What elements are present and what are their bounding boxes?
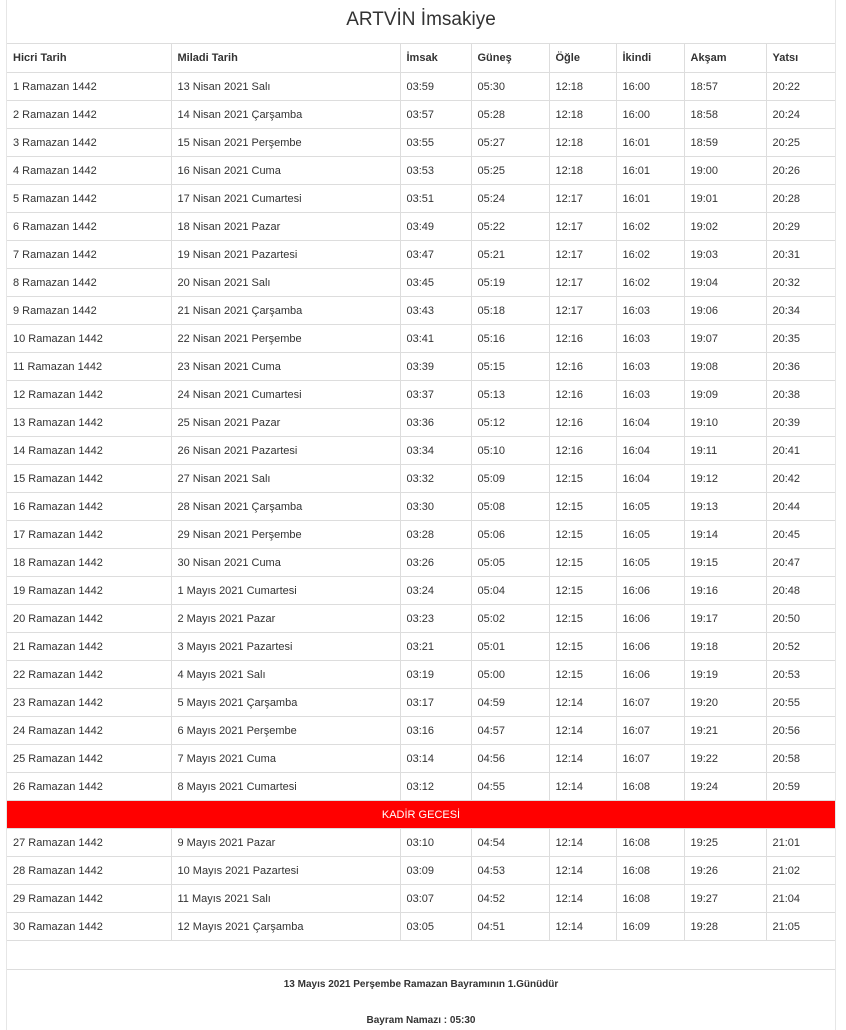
cell-ogle: 12:14 — [549, 689, 616, 717]
header-yatsi: Yatsı — [766, 44, 835, 73]
cell-miladi-tarih: 12 Mayıs 2021 Çarşamba — [171, 913, 400, 941]
cell-imsak: 03:07 — [400, 885, 471, 913]
table-row — [7, 577, 835, 605]
cell-aksam: 19:12 — [684, 465, 766, 493]
cell-ikindi: 16:03 — [616, 325, 684, 353]
cell-hicri-tarih: 28 Ramazan 1442 — [7, 857, 171, 885]
cell-miladi-tarih: 22 Nisan 2021 Perşembe — [171, 325, 400, 353]
cell-aksam: 19:25 — [684, 829, 766, 857]
cell-yatsi: 20:42 — [766, 465, 835, 493]
cell-imsak: 03:43 — [400, 297, 471, 325]
cell-gunes: 05:28 — [471, 101, 549, 129]
cell-ogle: 12:14 — [549, 717, 616, 745]
footer — [7, 970, 835, 1026]
cell-hicri-tarih: 7 Ramazan 1442 — [7, 241, 171, 269]
table-row — [7, 717, 835, 745]
cell-ikindi: 16:02 — [616, 241, 684, 269]
cell-gunes: 05:08 — [471, 493, 549, 521]
cell-yatsi: 20:25 — [766, 129, 835, 157]
cell-hicri-tarih: 24 Ramazan 1442 — [7, 717, 171, 745]
table-row — [7, 157, 835, 185]
cell-gunes: 05:19 — [471, 269, 549, 297]
cell-yatsi: 20:34 — [766, 297, 835, 325]
cell-aksam: 18:59 — [684, 129, 766, 157]
cell-miladi-tarih: 5 Mayıs 2021 Çarşamba — [171, 689, 400, 717]
cell-miladi-tarih: 20 Nisan 2021 Salı — [171, 269, 400, 297]
cell-aksam: 19:11 — [684, 437, 766, 465]
table-row — [7, 549, 835, 577]
cell-gunes: 05:09 — [471, 465, 549, 493]
cell-ogle: 12:16 — [549, 353, 616, 381]
cell-ogle: 12:15 — [549, 549, 616, 577]
cell-ogle: 12:17 — [549, 213, 616, 241]
cell-hicri-tarih: 25 Ramazan 1442 — [7, 745, 171, 773]
cell-aksam: 19:21 — [684, 717, 766, 745]
cell-yatsi: 21:01 — [766, 829, 835, 857]
cell-yatsi: 20:35 — [766, 325, 835, 353]
cell-imsak: 03:51 — [400, 185, 471, 213]
table-row — [7, 465, 835, 493]
cell-ikindi: 16:07 — [616, 745, 684, 773]
cell-yatsi: 20:44 — [766, 493, 835, 521]
cell-imsak: 03:59 — [400, 73, 471, 101]
table-row — [7, 493, 835, 521]
cell-ogle: 12:17 — [549, 185, 616, 213]
cell-gunes: 05:22 — [471, 213, 549, 241]
cell-imsak: 03:21 — [400, 633, 471, 661]
cell-imsak: 03:12 — [400, 773, 471, 801]
cell-miladi-tarih: 14 Nisan 2021 Çarşamba — [171, 101, 400, 129]
cell-aksam: 19:19 — [684, 661, 766, 689]
cell-imsak: 03:19 — [400, 661, 471, 689]
cell-miladi-tarih: 7 Mayıs 2021 Cuma — [171, 745, 400, 773]
table-row — [7, 297, 835, 325]
cell-miladi-tarih: 21 Nisan 2021 Çarşamba — [171, 297, 400, 325]
cell-ikindi: 16:08 — [616, 773, 684, 801]
cell-ogle: 12:15 — [549, 661, 616, 689]
cell-miladi-tarih: 30 Nisan 2021 Cuma — [171, 549, 400, 577]
cell-hicri-tarih: 4 Ramazan 1442 — [7, 157, 171, 185]
cell-ikindi: 16:03 — [616, 297, 684, 325]
cell-yatsi: 20:55 — [766, 689, 835, 717]
header-miladi-tarih: Miladi Tarih — [171, 44, 400, 73]
table-row — [7, 521, 835, 549]
cell-yatsi: 20:45 — [766, 521, 835, 549]
cell-hicri-tarih: 11 Ramazan 1442 — [7, 353, 171, 381]
cell-aksam: 19:00 — [684, 157, 766, 185]
cell-aksam: 19:16 — [684, 577, 766, 605]
cell-miladi-tarih: 6 Mayıs 2021 Perşembe — [171, 717, 400, 745]
cell-aksam: 19:20 — [684, 689, 766, 717]
kadir-gecesi-row — [7, 801, 835, 829]
cell-ogle: 12:14 — [549, 773, 616, 801]
cell-yatsi: 20:59 — [766, 773, 835, 801]
cell-aksam: 19:15 — [684, 549, 766, 577]
cell-ogle: 12:16 — [549, 381, 616, 409]
table-row — [7, 325, 835, 353]
cell-aksam: 18:58 — [684, 101, 766, 129]
cell-ikindi: 16:08 — [616, 885, 684, 913]
cell-aksam: 19:13 — [684, 493, 766, 521]
cell-hicri-tarih: 27 Ramazan 1442 — [7, 829, 171, 857]
cell-aksam: 18:57 — [684, 73, 766, 101]
cell-ikindi: 16:01 — [616, 157, 684, 185]
cell-aksam: 19:09 — [684, 381, 766, 409]
table-row — [7, 773, 835, 801]
cell-ikindi: 16:03 — [616, 353, 684, 381]
cell-miladi-tarih: 23 Nisan 2021 Cuma — [171, 353, 400, 381]
table-row — [7, 885, 835, 913]
cell-gunes: 05:25 — [471, 157, 549, 185]
cell-yatsi: 20:41 — [766, 437, 835, 465]
table-row — [7, 661, 835, 689]
header-gunes: Güneş — [471, 44, 549, 73]
cell-ogle: 12:18 — [549, 157, 616, 185]
cell-hicri-tarih: 6 Ramazan 1442 — [7, 213, 171, 241]
cell-hicri-tarih: 23 Ramazan 1442 — [7, 689, 171, 717]
cell-gunes: 05:13 — [471, 381, 549, 409]
cell-gunes: 05:05 — [471, 549, 549, 577]
cell-yatsi: 20:26 — [766, 157, 835, 185]
header-aksam: Akşam — [684, 44, 766, 73]
cell-hicri-tarih: 17 Ramazan 1442 — [7, 521, 171, 549]
cell-ikindi: 16:07 — [616, 689, 684, 717]
table-row — [7, 353, 835, 381]
cell-yatsi: 20:58 — [766, 745, 835, 773]
header-hicri-tarih: Hicri Tarih — [7, 44, 171, 73]
cell-aksam: 19:22 — [684, 745, 766, 773]
cell-miladi-tarih: 17 Nisan 2021 Cumartesi — [171, 185, 400, 213]
imsakiye-panel — [6, 0, 836, 1030]
cell-gunes: 04:59 — [471, 689, 549, 717]
table-row — [7, 73, 835, 101]
cell-ikindi: 16:03 — [616, 381, 684, 409]
cell-yatsi: 20:52 — [766, 633, 835, 661]
cell-hicri-tarih: 13 Ramazan 1442 — [7, 409, 171, 437]
table-row — [7, 409, 835, 437]
cell-ogle: 12:17 — [549, 297, 616, 325]
cell-aksam: 19:06 — [684, 297, 766, 325]
cell-hicri-tarih: 1 Ramazan 1442 — [7, 73, 171, 101]
table-row — [7, 829, 835, 857]
cell-miladi-tarih: 1 Mayıs 2021 Cumartesi — [171, 577, 400, 605]
table-row — [7, 605, 835, 633]
cell-imsak: 03:45 — [400, 269, 471, 297]
cell-imsak: 03:09 — [400, 857, 471, 885]
cell-hicri-tarih: 15 Ramazan 1442 — [7, 465, 171, 493]
cell-ogle: 12:15 — [549, 493, 616, 521]
cell-imsak: 03:17 — [400, 689, 471, 717]
cell-ikindi: 16:06 — [616, 605, 684, 633]
cell-gunes: 04:57 — [471, 717, 549, 745]
cell-gunes: 05:27 — [471, 129, 549, 157]
cell-yatsi: 21:05 — [766, 913, 835, 941]
cell-yatsi: 20:28 — [766, 185, 835, 213]
cell-yatsi: 20:48 — [766, 577, 835, 605]
cell-imsak: 03:26 — [400, 549, 471, 577]
cell-miladi-tarih: 4 Mayıs 2021 Salı — [171, 661, 400, 689]
cell-aksam: 19:04 — [684, 269, 766, 297]
cell-gunes: 04:51 — [471, 913, 549, 941]
cell-yatsi: 20:29 — [766, 213, 835, 241]
cell-hicri-tarih: 14 Ramazan 1442 — [7, 437, 171, 465]
cell-ikindi: 16:00 — [616, 101, 684, 129]
table-row — [7, 633, 835, 661]
cell-imsak: 03:47 — [400, 241, 471, 269]
cell-hicri-tarih: 18 Ramazan 1442 — [7, 549, 171, 577]
cell-imsak: 03:57 — [400, 101, 471, 129]
cell-ogle: 12:14 — [549, 829, 616, 857]
cell-gunes: 05:21 — [471, 241, 549, 269]
cell-hicri-tarih: 5 Ramazan 1442 — [7, 185, 171, 213]
cell-gunes: 05:30 — [471, 73, 549, 101]
cell-gunes: 04:56 — [471, 745, 549, 773]
cell-yatsi: 20:53 — [766, 661, 835, 689]
cell-gunes: 05:12 — [471, 409, 549, 437]
cell-miladi-tarih: 25 Nisan 2021 Pazar — [171, 409, 400, 437]
cell-ogle: 12:15 — [549, 633, 616, 661]
cell-hicri-tarih: 22 Ramazan 1442 — [7, 661, 171, 689]
header-ogle: Öğle — [549, 44, 616, 73]
cell-yatsi: 20:50 — [766, 605, 835, 633]
cell-yatsi: 20:38 — [766, 381, 835, 409]
cell-gunes: 04:54 — [471, 829, 549, 857]
cell-imsak: 03:16 — [400, 717, 471, 745]
cell-gunes: 05:01 — [471, 633, 549, 661]
cell-gunes: 05:18 — [471, 297, 549, 325]
cell-ikindi: 16:02 — [616, 213, 684, 241]
cell-ikindi: 16:07 — [616, 717, 684, 745]
cell-hicri-tarih: 12 Ramazan 1442 — [7, 381, 171, 409]
cell-miladi-tarih: 9 Mayıs 2021 Pazar — [171, 829, 400, 857]
header-imsak: İmsak — [400, 44, 471, 73]
cell-gunes: 04:55 — [471, 773, 549, 801]
cell-imsak: 03:41 — [400, 325, 471, 353]
table-row — [7, 437, 835, 465]
cell-ogle: 12:15 — [549, 465, 616, 493]
cell-gunes: 05:02 — [471, 605, 549, 633]
cell-aksam: 19:08 — [684, 353, 766, 381]
cell-miladi-tarih: 19 Nisan 2021 Pazartesi — [171, 241, 400, 269]
cell-ogle: 12:15 — [549, 605, 616, 633]
cell-miladi-tarih: 27 Nisan 2021 Salı — [171, 465, 400, 493]
cell-gunes: 04:53 — [471, 857, 549, 885]
cell-imsak: 03:34 — [400, 437, 471, 465]
table-row — [7, 913, 835, 941]
cell-miladi-tarih: 2 Mayıs 2021 Pazar — [171, 605, 400, 633]
cell-gunes: 04:52 — [471, 885, 549, 913]
cell-aksam: 19:28 — [684, 913, 766, 941]
cell-ikindi: 16:05 — [616, 521, 684, 549]
cell-miladi-tarih: 26 Nisan 2021 Pazartesi — [171, 437, 400, 465]
cell-ikindi: 16:09 — [616, 913, 684, 941]
cell-imsak: 03:28 — [400, 521, 471, 549]
cell-ogle: 12:15 — [549, 577, 616, 605]
cell-imsak: 03:05 — [400, 913, 471, 941]
cell-ogle: 12:18 — [549, 129, 616, 157]
table-row — [7, 101, 835, 129]
cell-hicri-tarih: 3 Ramazan 1442 — [7, 129, 171, 157]
cell-hicri-tarih: 9 Ramazan 1442 — [7, 297, 171, 325]
table-row — [7, 857, 835, 885]
cell-hicri-tarih: 29 Ramazan 1442 — [7, 885, 171, 913]
cell-yatsi: 21:04 — [766, 885, 835, 913]
cell-aksam: 19:18 — [684, 633, 766, 661]
cell-ogle: 12:18 — [549, 73, 616, 101]
cell-ikindi: 16:01 — [616, 185, 684, 213]
cell-hicri-tarih: 19 Ramazan 1442 — [7, 577, 171, 605]
cell-miladi-tarih: 13 Nisan 2021 Salı — [171, 73, 400, 101]
cell-miladi-tarih: 16 Nisan 2021 Cuma — [171, 157, 400, 185]
cell-aksam: 19:14 — [684, 521, 766, 549]
cell-imsak: 03:55 — [400, 129, 471, 157]
cell-ikindi: 16:00 — [616, 73, 684, 101]
cell-ikindi: 16:06 — [616, 577, 684, 605]
cell-miladi-tarih: 18 Nisan 2021 Pazar — [171, 213, 400, 241]
cell-ogle: 12:14 — [549, 913, 616, 941]
cell-yatsi: 20:24 — [766, 101, 835, 129]
table-row — [7, 185, 835, 213]
table-row — [7, 689, 835, 717]
cell-miladi-tarih: 15 Nisan 2021 Perşembe — [171, 129, 400, 157]
cell-miladi-tarih: 3 Mayıs 2021 Pazartesi — [171, 633, 400, 661]
cell-ogle: 12:16 — [549, 409, 616, 437]
cell-ikindi: 16:05 — [616, 549, 684, 577]
cell-aksam: 19:07 — [684, 325, 766, 353]
cell-ikindi: 16:01 — [616, 129, 684, 157]
cell-hicri-tarih: 21 Ramazan 1442 — [7, 633, 171, 661]
cell-imsak: 03:49 — [400, 213, 471, 241]
cell-hicri-tarih: 20 Ramazan 1442 — [7, 605, 171, 633]
cell-imsak: 03:10 — [400, 829, 471, 857]
cell-gunes: 05:04 — [471, 577, 549, 605]
cell-ogle: 12:16 — [549, 325, 616, 353]
cell-ikindi: 16:05 — [616, 493, 684, 521]
cell-hicri-tarih: 2 Ramazan 1442 — [7, 101, 171, 129]
cell-miladi-tarih: 28 Nisan 2021 Çarşamba — [171, 493, 400, 521]
cell-ikindi: 16:02 — [616, 269, 684, 297]
kadir-gecesi-label: KADİR GECESİ — [7, 801, 835, 829]
cell-gunes: 05:00 — [471, 661, 549, 689]
cell-yatsi: 20:36 — [766, 353, 835, 381]
bayram-namazi: Bayram Namazı : 05:30 — [366, 1015, 476, 1026]
page-title: ARTVİN İmsakiye — [7, 0, 835, 44]
cell-hicri-tarih: 16 Ramazan 1442 — [7, 493, 171, 521]
cell-hicri-tarih: 8 Ramazan 1442 — [7, 269, 171, 297]
cell-ikindi: 16:04 — [616, 437, 684, 465]
cell-aksam: 19:01 — [684, 185, 766, 213]
cell-aksam: 19:17 — [684, 605, 766, 633]
cell-yatsi: 20:22 — [766, 73, 835, 101]
cell-imsak: 03:32 — [400, 465, 471, 493]
cell-yatsi: 20:32 — [766, 269, 835, 297]
cell-ogle: 12:18 — [549, 101, 616, 129]
cell-imsak: 03:36 — [400, 409, 471, 437]
cell-ogle: 12:17 — [549, 269, 616, 297]
table-row — [7, 381, 835, 409]
cell-hicri-tarih: 26 Ramazan 1442 — [7, 773, 171, 801]
cell-ikindi: 16:06 — [616, 633, 684, 661]
header-ikindi: İkindi — [616, 44, 684, 73]
cell-yatsi: 20:47 — [766, 549, 835, 577]
table-row — [7, 241, 835, 269]
cell-ikindi: 16:08 — [616, 829, 684, 857]
table-header-row — [7, 44, 835, 73]
cell-imsak: 03:24 — [400, 577, 471, 605]
cell-aksam: 19:24 — [684, 773, 766, 801]
cell-imsak: 03:23 — [400, 605, 471, 633]
cell-gunes: 05:24 — [471, 185, 549, 213]
cell-imsak: 03:14 — [400, 745, 471, 773]
table-spacer — [7, 941, 835, 970]
imsakiye-table — [7, 44, 835, 941]
cell-yatsi: 21:02 — [766, 857, 835, 885]
cell-ikindi: 16:06 — [616, 661, 684, 689]
table-body — [7, 73, 835, 941]
cell-miladi-tarih: 8 Mayıs 2021 Cumartesi — [171, 773, 400, 801]
cell-yatsi: 20:31 — [766, 241, 835, 269]
cell-yatsi: 20:56 — [766, 717, 835, 745]
cell-aksam: 19:02 — [684, 213, 766, 241]
table-row — [7, 269, 835, 297]
table-row — [7, 745, 835, 773]
cell-gunes: 05:06 — [471, 521, 549, 549]
table-row — [7, 129, 835, 157]
bayram-note: 13 Mayıs 2021 Perşembe Ramazan Bayramının 1.Günüdür — [283, 979, 559, 990]
cell-imsak: 03:30 — [400, 493, 471, 521]
cell-ikindi: 16:04 — [616, 409, 684, 437]
cell-aksam: 19:27 — [684, 885, 766, 913]
cell-ogle: 12:14 — [549, 885, 616, 913]
cell-aksam: 19:26 — [684, 857, 766, 885]
cell-yatsi: 20:39 — [766, 409, 835, 437]
cell-hicri-tarih: 30 Ramazan 1442 — [7, 913, 171, 941]
cell-miladi-tarih: 10 Mayıs 2021 Pazartesi — [171, 857, 400, 885]
cell-aksam: 19:03 — [684, 241, 766, 269]
cell-hicri-tarih: 10 Ramazan 1442 — [7, 325, 171, 353]
cell-ogle: 12:16 — [549, 437, 616, 465]
cell-gunes: 05:15 — [471, 353, 549, 381]
cell-ogle: 12:15 — [549, 521, 616, 549]
table-row — [7, 213, 835, 241]
cell-imsak: 03:37 — [400, 381, 471, 409]
cell-imsak: 03:53 — [400, 157, 471, 185]
cell-miladi-tarih: 24 Nisan 2021 Cumartesi — [171, 381, 400, 409]
cell-miladi-tarih: 11 Mayıs 2021 Salı — [171, 885, 400, 913]
cell-ogle: 12:14 — [549, 745, 616, 773]
cell-imsak: 03:39 — [400, 353, 471, 381]
cell-ikindi: 16:04 — [616, 465, 684, 493]
cell-ogle: 12:17 — [549, 241, 616, 269]
cell-gunes: 05:10 — [471, 437, 549, 465]
cell-miladi-tarih: 29 Nisan 2021 Perşembe — [171, 521, 400, 549]
cell-gunes: 05:16 — [471, 325, 549, 353]
cell-aksam: 19:10 — [684, 409, 766, 437]
cell-ikindi: 16:08 — [616, 857, 684, 885]
cell-ogle: 12:14 — [549, 857, 616, 885]
